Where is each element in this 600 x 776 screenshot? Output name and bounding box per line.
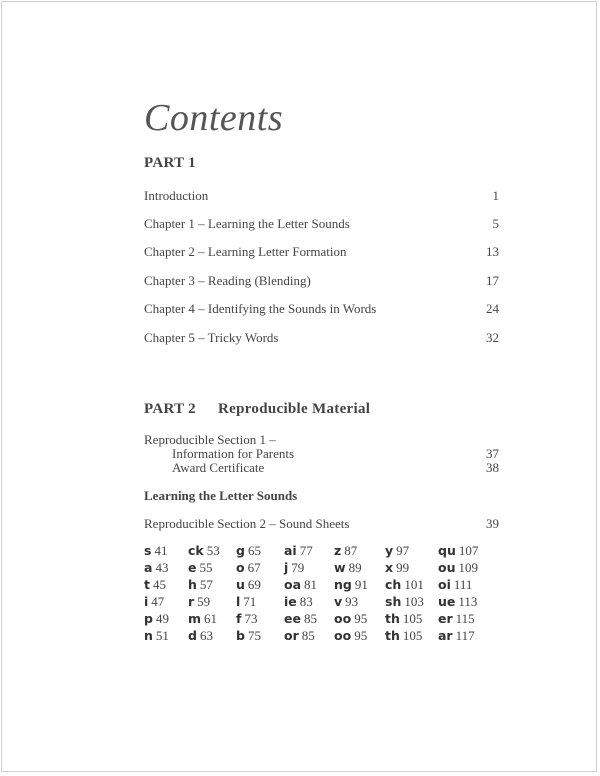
sound-page: 65	[247, 543, 261, 558]
sound-page: 59	[197, 594, 211, 609]
sound-entry[interactable]	[438, 627, 475, 645]
sound-page: 83	[299, 594, 313, 609]
sound-label: ng	[334, 577, 352, 592]
sound-page: 97	[396, 543, 410, 558]
sound-entry[interactable]	[385, 542, 409, 560]
sound-label: oi	[438, 577, 451, 592]
sound-page: 95	[354, 628, 368, 643]
sound-page: 95	[354, 611, 368, 626]
sound-label: g	[236, 543, 245, 558]
sound-label: j	[284, 560, 289, 575]
toc-entry-label: Award Certificate	[172, 460, 265, 475]
sound-label: e	[188, 560, 197, 575]
sound-page: 99	[396, 560, 410, 575]
sound-page: 101	[404, 577, 424, 592]
toc-entry-page: 24	[486, 301, 499, 316]
sound-label: or	[284, 628, 299, 643]
toc-entry-introduction[interactable]	[144, 188, 499, 204]
sound-entry[interactable]	[284, 576, 317, 594]
sound-label: w	[334, 560, 346, 575]
part1-heading: PART 1	[144, 155, 196, 171]
sound-entry[interactable]	[284, 610, 317, 628]
sound-label: er	[438, 611, 453, 626]
sound-entry[interactable]	[236, 610, 257, 628]
sound-entry[interactable]	[438, 593, 477, 611]
sound-page: 61	[204, 611, 218, 626]
sound-page: 113	[458, 594, 478, 609]
sound-label: ar	[438, 628, 453, 643]
toc-entry-sound-sheets[interactable]	[144, 516, 499, 532]
toc-entry-label: Reproducible Section 2 – Sound Sheets	[144, 516, 350, 531]
sound-page: 93	[345, 594, 359, 609]
part2-number: PART 2	[144, 401, 196, 417]
sound-entry[interactable]	[284, 542, 313, 560]
sound-entry[interactable]	[334, 610, 367, 628]
sound-page: 85	[303, 611, 317, 626]
sound-label: b	[236, 628, 245, 643]
toc-entry-chapter-5[interactable]	[144, 330, 499, 346]
sound-entry[interactable]	[144, 576, 166, 594]
sound-page: 87	[344, 543, 358, 558]
sound-label: n	[144, 628, 153, 643]
sound-label: y	[385, 543, 394, 558]
sound-page: 67	[247, 560, 261, 575]
sound-page: 51	[155, 628, 169, 643]
sound-page: 73	[244, 611, 258, 626]
sound-label: p	[144, 611, 153, 626]
toc-entry-label: Introduction	[144, 188, 209, 203]
sound-entry[interactable]	[144, 559, 168, 577]
sound-page: 49	[155, 611, 169, 626]
toc-entry-label: Chapter 1 – Learning the Letter Sounds	[144, 216, 350, 231]
sound-label: sh	[385, 594, 402, 609]
toc-entry-page: 17	[486, 273, 499, 288]
sound-page: 71	[243, 594, 257, 609]
sound-label: l	[236, 594, 241, 609]
sound-page: 105	[402, 628, 423, 643]
sound-label: h	[188, 577, 197, 592]
sound-page: 79	[291, 560, 305, 575]
sound-entry[interactable]	[334, 593, 358, 611]
sound-page: 43	[155, 560, 169, 575]
sound-entry[interactable]	[188, 576, 213, 594]
sound-entry[interactable]	[385, 593, 424, 611]
sound-label: oo	[334, 628, 352, 643]
sound-entry[interactable]	[236, 627, 261, 645]
sound-page: 115	[455, 611, 475, 626]
sound-label: ch	[385, 577, 402, 592]
sound-label: r	[188, 594, 195, 609]
contents-page	[1, 1, 597, 772]
toc-entry-chapter-4[interactable]	[144, 301, 499, 317]
sound-entry[interactable]	[236, 593, 256, 611]
sound-label: th	[385, 628, 400, 643]
toc-entry-page: 38	[486, 460, 499, 475]
sound-entry[interactable]	[236, 559, 261, 577]
sound-label: ai	[284, 543, 297, 558]
sound-page: 63	[199, 628, 213, 643]
sound-page: 105	[402, 611, 423, 626]
sound-page: 57	[199, 577, 213, 592]
sound-entry[interactable]	[284, 627, 315, 645]
sound-entry[interactable]	[334, 627, 367, 645]
sound-entry[interactable]	[144, 542, 167, 560]
sound-label: oo	[334, 611, 352, 626]
part2-title: Reproducible Material	[217, 401, 371, 417]
toc-entry-label: Chapter 4 – Identifying the Sounds in Words	[144, 301, 377, 316]
sound-page: 53	[206, 543, 220, 558]
sound-entry[interactable]	[334, 559, 362, 577]
sound-page: 77	[299, 543, 313, 558]
sound-entry[interactable]	[438, 559, 478, 577]
sound-label: oa	[284, 577, 302, 592]
sound-label: v	[334, 594, 343, 609]
sound-entry[interactable]	[144, 627, 169, 645]
sound-page: 55	[199, 560, 213, 575]
sound-label: d	[188, 628, 197, 643]
sound-entry[interactable]	[334, 576, 368, 594]
sound-entry[interactable]	[144, 610, 169, 628]
subheading-letter-sounds: Learning the Letter Sounds	[144, 488, 298, 503]
sound-page: 69	[247, 577, 261, 592]
sound-entry[interactable]	[284, 593, 313, 611]
sound-page: 81	[304, 577, 318, 592]
sound-label: o	[236, 560, 245, 575]
toc-entry-page: 32	[486, 330, 499, 345]
toc-entry-page: 5	[492, 216, 499, 231]
sound-entry[interactable]	[284, 559, 304, 577]
sound-page: 107	[458, 543, 479, 558]
sound-entry[interactable]	[438, 610, 475, 628]
sound-entry[interactable]	[438, 576, 472, 594]
toc-entry-label: Chapter 2 – Learning Letter Formation	[144, 244, 347, 259]
page-title: Contents	[144, 97, 284, 139]
sound-entry[interactable]	[188, 542, 220, 560]
sound-page: 109	[458, 560, 478, 575]
toc-entry-chapter-2[interactable]	[144, 244, 499, 260]
sound-label: ck	[188, 543, 204, 558]
sound-page: 75	[247, 628, 261, 643]
sound-page: 117	[455, 628, 475, 643]
sound-entry[interactable]	[385, 610, 422, 628]
sound-entry[interactable]	[188, 627, 213, 645]
sound-label: u	[236, 577, 245, 592]
sound-entry[interactable]	[236, 542, 261, 560]
toc-entry-chapter-1[interactable]	[144, 216, 499, 232]
sound-entry[interactable]	[236, 576, 261, 594]
sound-entry[interactable]	[385, 576, 424, 594]
toc-entry-page: 13	[486, 244, 499, 259]
sound-label: z	[334, 543, 342, 558]
sound-label: th	[385, 611, 400, 626]
sound-entry[interactable]	[188, 559, 212, 577]
sound-entry[interactable]	[188, 610, 217, 628]
sound-entry[interactable]	[188, 593, 210, 611]
sound-label: i	[144, 594, 149, 609]
sound-label: ee	[284, 611, 301, 626]
toc-entry-label: Chapter 5 – Tricky Words	[144, 330, 279, 345]
sound-label: ie	[284, 594, 297, 609]
sound-entry[interactable]	[144, 593, 164, 611]
toc-entry-label: Information for Parents	[172, 446, 295, 461]
toc-entry-label: Chapter 3 – Reading (Blending)	[144, 273, 311, 288]
sound-label: ue	[438, 594, 456, 609]
sound-page: 47	[151, 594, 165, 609]
section1-label: Reproducible Section 1 –	[144, 432, 276, 447]
sound-label: x	[385, 560, 394, 575]
toc-entry-page: 39	[486, 516, 499, 531]
sound-label: qu	[438, 543, 456, 558]
sound-page: 91	[354, 577, 368, 592]
sound-page: 41	[154, 543, 168, 558]
sound-page: 85	[301, 628, 315, 643]
sound-entry[interactable]	[385, 559, 409, 577]
sound-entry[interactable]	[385, 627, 422, 645]
sound-label: t	[144, 577, 150, 592]
sound-label: f	[236, 611, 242, 626]
sound-page: 103	[404, 594, 424, 609]
part2-heading	[144, 401, 370, 418]
sound-page: 111	[453, 577, 473, 592]
toc-entry-chapter-3[interactable]	[144, 273, 499, 289]
toc-entry-award-certificate[interactable]	[172, 460, 499, 476]
sound-entry[interactable]	[334, 542, 357, 560]
sound-label: a	[144, 560, 153, 575]
sound-entry[interactable]	[438, 542, 478, 560]
sound-label: s	[144, 543, 152, 558]
sound-page: 45	[152, 577, 166, 592]
sound-label: m	[188, 611, 202, 626]
sound-label: ou	[438, 560, 456, 575]
toc-entry-page: 37	[486, 446, 499, 461]
toc-entry-page: 1	[492, 188, 499, 203]
sound-page: 89	[348, 560, 362, 575]
